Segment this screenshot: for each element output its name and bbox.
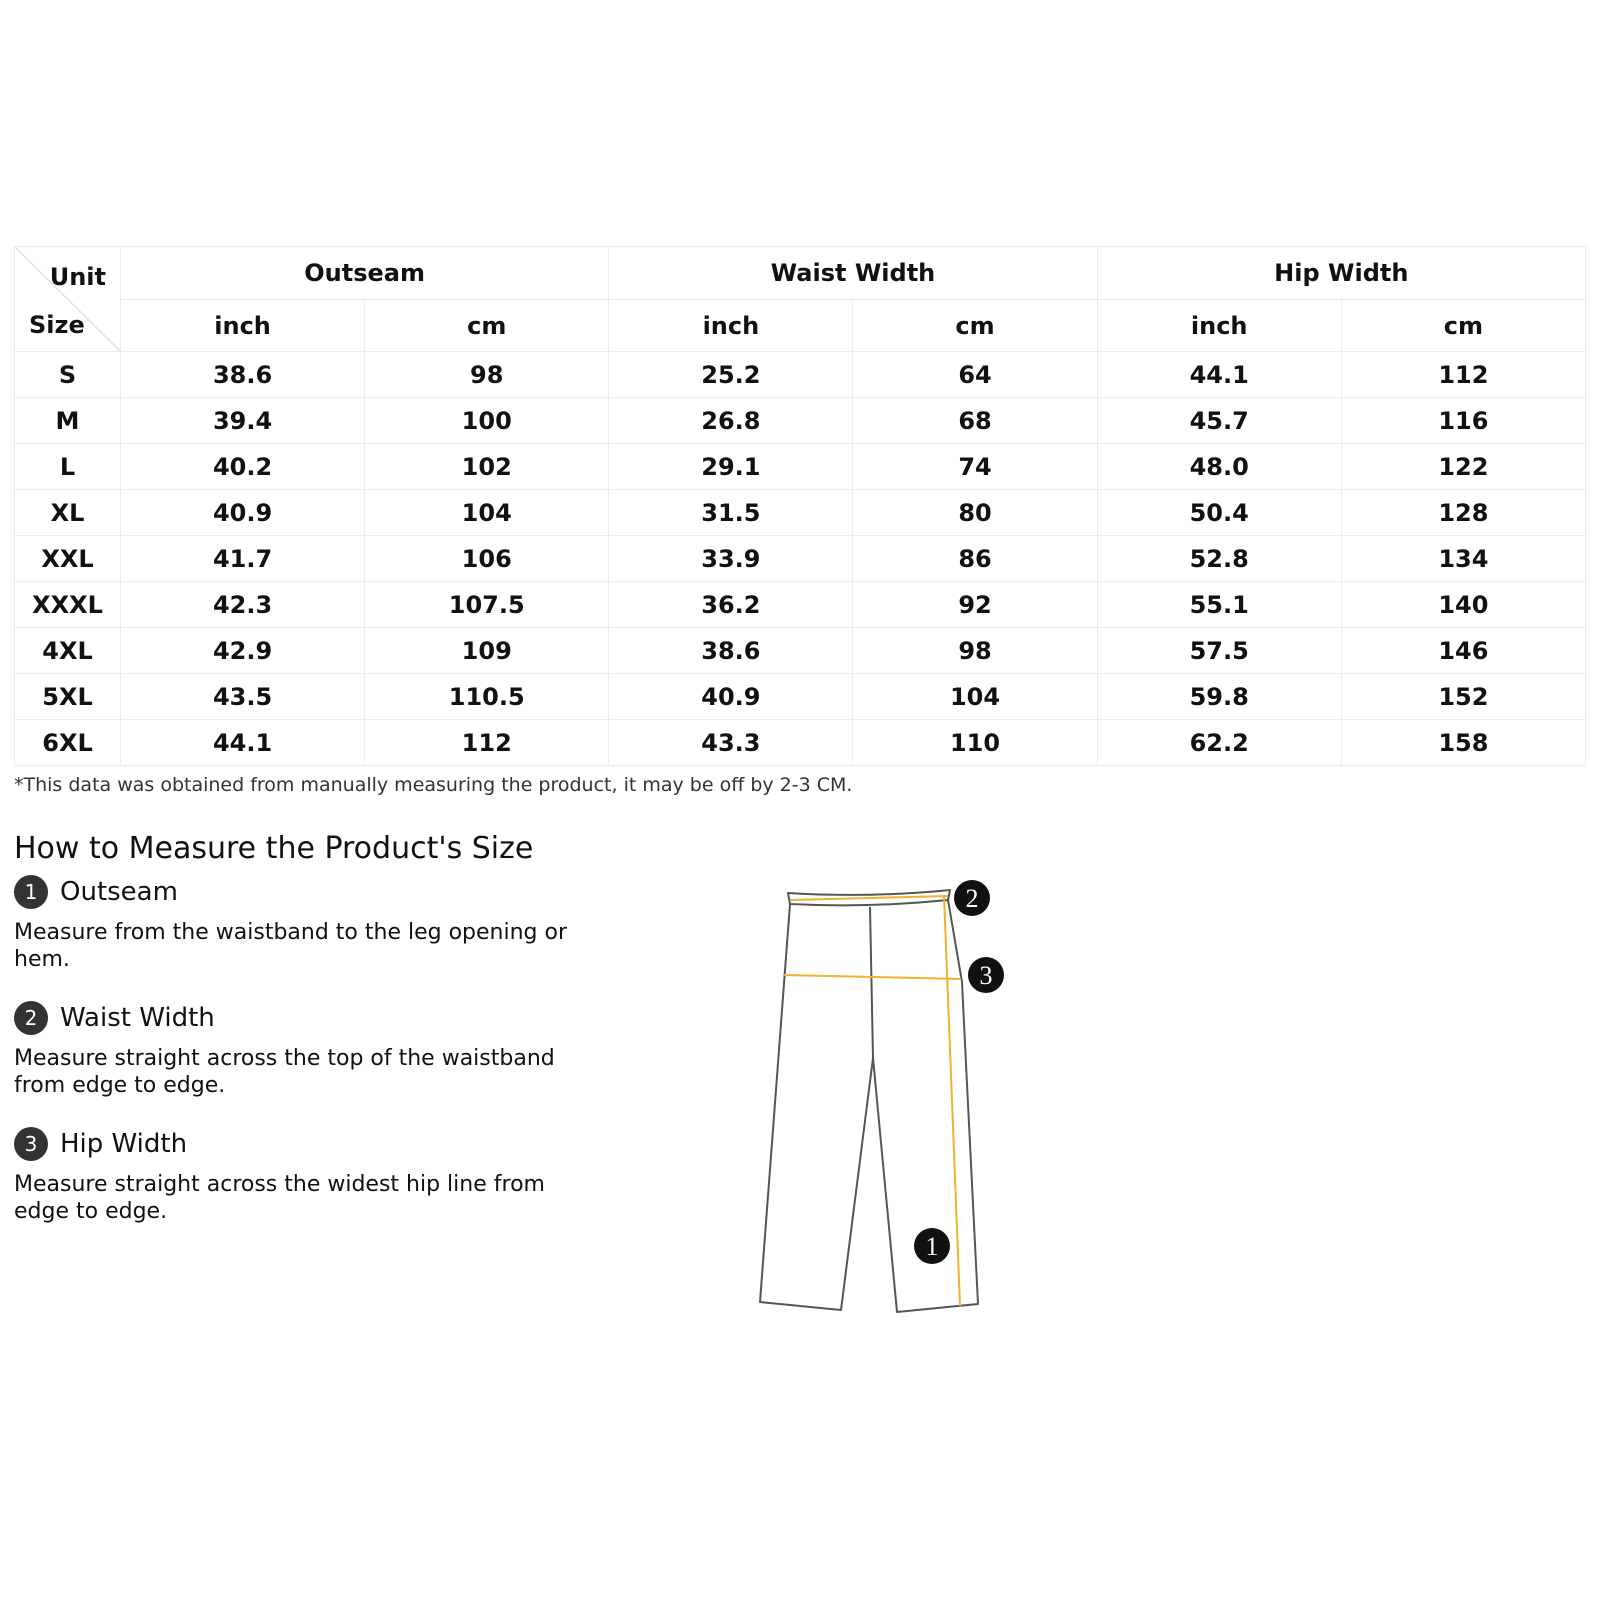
marker-waist [954, 880, 990, 916]
measurement-footnote: *This data was obtained from manually measuring the product, it may be off by 2-3 CM. [14, 774, 853, 796]
value-cell: 26.8 [609, 398, 853, 444]
corner-unit-label: Unit [49, 263, 106, 291]
value-cell: 39.4 [121, 398, 365, 444]
step-outseam [14, 873, 594, 973]
value-cell: 86 [853, 536, 1097, 582]
value-cell: 92 [853, 582, 1097, 628]
step-name: Hip Width [60, 1129, 188, 1159]
value-cell: 41.7 [121, 536, 365, 582]
value-cell: 59.8 [1097, 674, 1341, 720]
table-row [15, 444, 1586, 490]
howto-title: How to Measure the Product's Size [14, 831, 534, 866]
value-cell: 48.0 [1097, 444, 1341, 490]
unit-header: cm [1341, 300, 1585, 352]
pants-diagram [720, 860, 1020, 1320]
size-chart-table [14, 246, 1586, 766]
value-cell: 110.5 [365, 674, 609, 720]
value-cell: 112 [1341, 352, 1585, 398]
size-cell: 6XL [15, 720, 121, 766]
value-cell: 25.2 [609, 352, 853, 398]
value-cell: 36.2 [609, 582, 853, 628]
step-number-badge: 1 [14, 875, 48, 909]
value-cell: 106 [365, 536, 609, 582]
value-cell: 31.5 [609, 490, 853, 536]
size-table-body [15, 352, 1586, 766]
corner-header [15, 247, 121, 352]
value-cell: 40.9 [121, 490, 365, 536]
value-cell: 110 [853, 720, 1097, 766]
size-cell: XXXL [15, 582, 121, 628]
value-cell: 100 [365, 398, 609, 444]
value-cell: 152 [1341, 674, 1585, 720]
value-cell: 80 [853, 490, 1097, 536]
unit-header: inch [1097, 300, 1341, 352]
value-cell: 107.5 [365, 582, 609, 628]
table-row [15, 352, 1586, 398]
size-cell: S [15, 352, 121, 398]
table-row [15, 720, 1586, 766]
step-hip-width [14, 1125, 594, 1225]
step-description: Measure straight across the top of the waistband from edge to edge. [14, 1046, 555, 1098]
size-cell: 5XL [15, 674, 121, 720]
value-cell: 42.3 [121, 582, 365, 628]
marker-hip [968, 957, 1004, 993]
value-cell: 33.9 [609, 536, 853, 582]
unit-header: cm [853, 300, 1097, 352]
size-cell: L [15, 444, 121, 490]
svg-text:2: 2 [965, 884, 979, 913]
step-description: Measure straight across the widest hip line from edge to edge. [14, 1172, 545, 1224]
table-row [15, 628, 1586, 674]
svg-text:3: 3 [979, 961, 993, 990]
value-cell: 52.8 [1097, 536, 1341, 582]
value-cell: 158 [1341, 720, 1585, 766]
value-cell: 44.1 [1097, 352, 1341, 398]
value-cell: 74 [853, 444, 1097, 490]
unit-header: inch [121, 300, 365, 352]
value-cell: 98 [853, 628, 1097, 674]
value-cell: 146 [1341, 628, 1585, 674]
value-cell: 122 [1341, 444, 1585, 490]
value-cell: 109 [365, 628, 609, 674]
value-cell: 98 [365, 352, 609, 398]
value-cell: 140 [1341, 582, 1585, 628]
group-header-hip-width: Hip Width [1097, 247, 1585, 300]
size-cell: XXL [15, 536, 121, 582]
value-cell: 50.4 [1097, 490, 1341, 536]
step-number-badge: 3 [14, 1127, 48, 1161]
group-header-waist-width: Waist Width [609, 247, 1097, 300]
size-cell: M [15, 398, 121, 444]
value-cell: 43.5 [121, 674, 365, 720]
marker-outseam [914, 1228, 950, 1264]
step-description: Measure from the waistband to the leg opening or hem. [14, 920, 568, 972]
table-row [15, 490, 1586, 536]
value-cell: 104 [365, 490, 609, 536]
waist-measure-line [790, 896, 948, 900]
value-cell: 38.6 [121, 352, 365, 398]
size-cell: 4XL [15, 628, 121, 674]
value-cell: 38.6 [609, 628, 853, 674]
value-cell: 42.9 [121, 628, 365, 674]
value-cell: 43.3 [609, 720, 853, 766]
svg-text:1: 1 [925, 1232, 939, 1261]
value-cell: 40.9 [609, 674, 853, 720]
table-row [15, 674, 1586, 720]
value-cell: 44.1 [121, 720, 365, 766]
group-header-outseam: Outseam [121, 247, 609, 300]
value-cell: 128 [1341, 490, 1585, 536]
value-cell: 134 [1341, 536, 1585, 582]
table-row [15, 582, 1586, 628]
unit-header: cm [365, 300, 609, 352]
step-name: Outseam [60, 877, 178, 907]
value-cell: 62.2 [1097, 720, 1341, 766]
value-cell: 55.1 [1097, 582, 1341, 628]
corner-size-label: Size [29, 311, 85, 339]
size-cell: XL [15, 490, 121, 536]
table-row [15, 536, 1586, 582]
value-cell: 64 [853, 352, 1097, 398]
step-name: Waist Width [60, 1003, 215, 1033]
value-cell: 68 [853, 398, 1097, 444]
step-waist-width [14, 999, 594, 1099]
value-cell: 116 [1341, 398, 1585, 444]
value-cell: 104 [853, 674, 1097, 720]
value-cell: 112 [365, 720, 609, 766]
value-cell: 45.7 [1097, 398, 1341, 444]
step-number-badge: 2 [14, 1001, 48, 1035]
value-cell: 40.2 [121, 444, 365, 490]
value-cell: 29.1 [609, 444, 853, 490]
value-cell: 102 [365, 444, 609, 490]
table-row [15, 398, 1586, 444]
unit-header: inch [609, 300, 853, 352]
value-cell: 57.5 [1097, 628, 1341, 674]
